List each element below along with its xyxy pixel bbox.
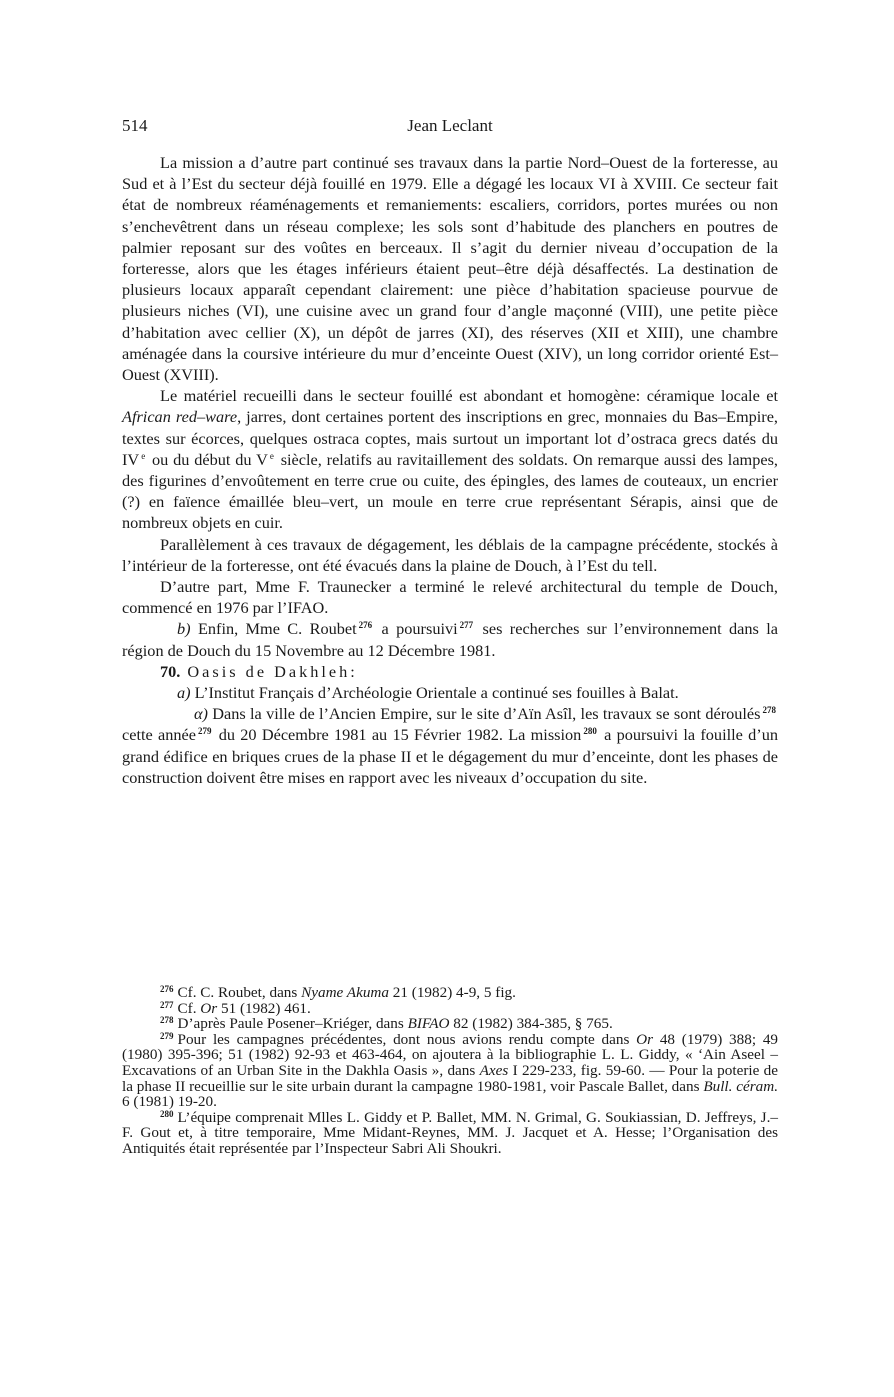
paragraph-1: La mission a d’autre part continué ses travaux dans la partie Nord–Ouest de la forteresse, au Sud et à l’Est du secteur déjà fouillé en 1979. Elle a dégagé les locaux VI à XVIII. Ce secteur fait état de nombreux réaménagements et remaniements: escaliers, corridors, portes murées ou non s’enchevêtrent dans un réseau complexe; les sols sont d’habitude des planchers en poutres de palmier reposant sur des voûtes en berceaux. Il s’agit du dernier niveau d’occupation de la forteresse, alors que les étages inférieurs étaient peut–être déjà désaffectés. La destination de plusieurs locaux apparaît cependant clairement: une pièce d’habitation spacieuse pourvue de plusieurs niches (VI), une cuisine avec un grand four d’angle maçonné (VIII), une petite pièce d’habitation avec cellier (X), un dépôt de jarres (XI), des réserves (XII et XIII), une chambre aménagée dans la coursive intérieure du mur d’enceinte Ouest (XIV), un long corridor orienté Est–Ouest (XVIII). xyxy=(122,153,778,385)
page-number: 514 xyxy=(122,116,148,135)
section-title: Oasis de Dakhleh: xyxy=(180,661,358,681)
footnote-278: $^{278}$ D’après Paule Posener–Kriéger, dans BIFAO 82 (1982) 384-385, § 765. xyxy=(160,1015,613,1033)
footnote-ref-278: 278 xyxy=(762,705,776,716)
footnote-279: $^{279}$ Pour les campagnes précédentes, dont nous avions rendu compte dans Or 48 (1979) 388; 49 (1980) 395-396; 51 (1982) 92-93 et 463-464, on ajoutera à la bibliographie L. L. Giddy, « ‘Ain Aseel – Excavations of an Urban Site in the Dakhla Oasis », dans Axes I 229-233, fig. 59-60. — Pour la poterie de la phase II recueillie sur le site urbain durant la campagne 1980-1981, voir Pascale Ballet, dans Bull. céram. 6 (1981) 19-20. xyxy=(122,1030,779,1111)
footnotes xyxy=(122,985,778,1157)
footnote-ref-276: 276 xyxy=(358,620,373,631)
page-header xyxy=(122,112,778,142)
paragraph-3: Parallèlement à ces travaux de dégagement, les déblais de la campagne précédente, stockés à l’intérieur de la forteresse, ont été évacués dans la plaine de Douch, à l’Est du tell. xyxy=(122,534,778,575)
paragraph-6: a) L’Institut Français d’Archéologie Orientale a continué ses fouilles à Balat. xyxy=(177,683,679,703)
footnote-277: $^{277}$ Cf. Or 51 (1982) 461. xyxy=(160,999,311,1017)
footnote-ref-280: 280 xyxy=(583,726,597,737)
footnote-280: $^{280}$ L’équipe comprenait Mlles L. Giddy et P. Ballet, MM. N. Grimal, G. Soukiassian, D. Jeffreys, J.–F. Gout et, à titre temporaire, Mme Midant-Reynes, MM. J. Jacquet et A. Hesse; l’Organisation des Antiquités était représentée par l’Inspecteur Sabri Ali Shoukri. xyxy=(122,1108,778,1157)
page xyxy=(122,112,778,788)
running-head: Jean Leclant xyxy=(407,116,493,135)
footnote-276: $^{276}$ Cf. C. Roubet, dans Nyame Akuma 21 (1982) 4-9, 5 fig. xyxy=(160,984,516,1001)
footnote-ref-279: 279 xyxy=(197,726,212,737)
section-number: 70. xyxy=(160,661,181,681)
section-heading xyxy=(122,661,778,682)
italic-term: African red–ware xyxy=(122,407,238,427)
paragraph-2: Le matériel recueilli dans le secteur fouillé est abondant et homogène: céramique locale et African red–ware, jarres, dont certaines portent des inscriptions en grec, monnaies du Bas–Empire, textes sur écorces, quelques ostraca coptes, mais surtout un important lot d’ostraca grecs datés du IV $^e$ ou du début du V $^e$ siècle, relatifs au ravitaillement des soldats. On remarque aussi des lampes, des figurines d’envoûtement en terre crue ou cuite, des épingles, des lames de couteaux, un encrier (?) en faïence émaillée bleu–vert, un moule en terre crue représentant Sérapis, ainsi que de nombreux objets en cuir. xyxy=(122,386,778,533)
footnote-ref-277: 277 xyxy=(459,620,474,631)
paragraph-5: b) Enfin, Mme C. Roubet $^{276}$ a poursuivi $^{277}$ ses recherches sur l’environnement dans la région de Douch du 15 Novembre au 12 Décembre 1981. xyxy=(122,619,779,660)
paragraph-7: α) Dans la ville de l’Ancien Empire, sur le site d’Aïn Asîl, les travaux se sont déroulés $^{278}$ cette année $^{279}$ du 20 Décembre 1981 au 15 Février 1982. La mission $^{280}$ a poursuivi la fouille d’un grand édifice en briques crues de la phase II et le dégagement du mur d’enceinte, dont les phases de construction doivent être mises en rapport avec les niveaux d’occupation du site. xyxy=(122,704,778,787)
paragraph-4: D’autre part, Mme F. Traunecker a terminé le relevé architectural du temple de Douch, commencé en 1976 par l’IFAO. xyxy=(122,577,778,618)
body-text xyxy=(122,152,778,788)
